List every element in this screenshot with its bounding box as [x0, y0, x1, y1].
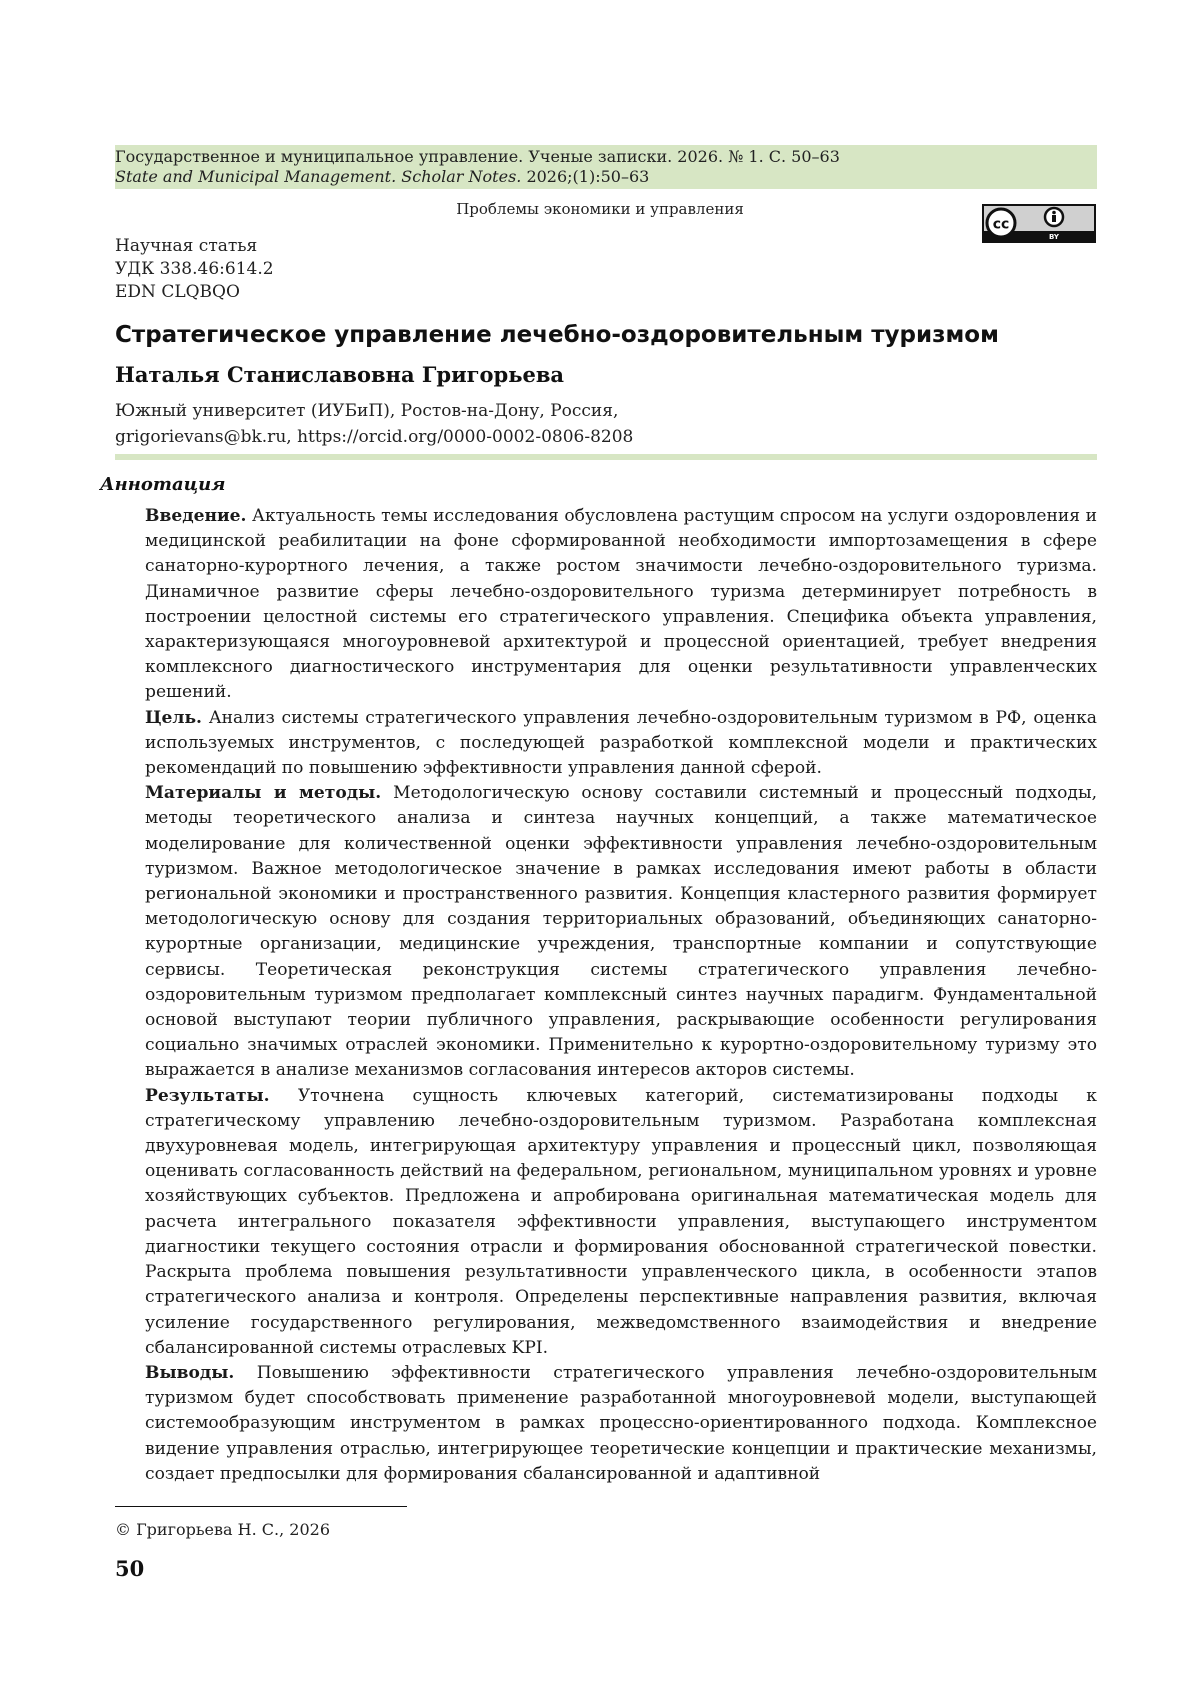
author-affiliation-block	[115, 398, 633, 450]
article-meta	[115, 235, 274, 304]
copyright-footnote: © Григорьева Н. С., 2026	[115, 1520, 330, 1539]
journal-citation-en	[115, 167, 1097, 187]
abstract-text: Повышению эффективности стратегического управления лечебно-оздоровительным туризмом будет способствовать применение разработанной многоуровневой модели, выступающей системообразующим инструментом в рамках процессно-ориентированного подхода. Комплексное видение управления отраслью, интегрирующее теоретические концепции и практические механизмы, создает предпосылки для формирования сбалансированной и адаптивной	[145, 1362, 1097, 1484]
article-type: Научная статья	[115, 236, 258, 256]
abstract-label: Цель.	[145, 707, 202, 728]
journal-citation-ru: Государственное и муниципальное управление. Ученые записки. 2026. № 1. С. 50–63	[115, 147, 840, 166]
journal-citation-bar	[115, 145, 1097, 189]
abstract-paragraph-results	[145, 1084, 1097, 1361]
abstract-paragraph-conclusions	[145, 1361, 1097, 1487]
abstract-text: Методологическую основу составили системный и процессный подходы, методы теоретического анализа и синтеза научных концепций, а также математическое моделирование для количественной оценки эффективности управления лечебно-оздоровительным туризмом. Важное методологическое значение в рамках исследования имеют работы в области региональной экономики и пространственного развития. Концепция кластерного развития формирует методологическую основу для создания территориальных образований, объединяющих санаторно-курортные организации, медицинские учреждения, транспортные компании и сопутствующие сервисы. Теоретическая реконструкция системы стратегического управления лечебно-оздоровительным туризмом предполагает комплексный синтез научных парадигм. Фундаментальной основой выступают теории публичного управления, раскрывающие особенности регулирования социально значимых отраслей экономики. Применительно к курортно-оздоровительному туризму это выражается в анализе механизмов согласования интересов акторов системы.	[145, 783, 1097, 1081]
cc-by-logo-icon	[984, 206, 1094, 241]
abstract-label: Результаты.	[145, 1085, 270, 1106]
abstract-heading: Аннотация	[100, 474, 226, 495]
udc-code: УДК 338.46:614.2	[115, 259, 274, 279]
footnote-divider	[115, 1506, 407, 1507]
abstract-text: Уточнена сущность ключевых категорий, систематизированы подходы к стратегическому управлению лечебно-оздоровительным туризмом. Разработана комплексная двухуровневая модель, интегрирующая архитектуру управления и процессный цикл, позволяющая оценивать согласованность действий на федеральном, региональном, муниципальном уровнях и уровне хозяйствующих субъектов. Предложена и апробирована оригинальная математическая модель для расчета интегрального показателя эффективности управления, выступающего инструментом диагностики текущего состояния отрасли и формирования обоснованной стратегической повестки. Раскрыта проблема повышения результативности управленческого цикла, в особенности этапов стратегического анализа и контроля. Определены перспективные направления развития, включая усиление государственного регулирования, межведомственного взаимодействия и внедрение сбалансированной системы отраслевых KPI.	[145, 1085, 1097, 1358]
article-title: Стратегическое управление лечебно-оздоровительным туризмом	[115, 322, 999, 348]
svg-text:cc: cc	[992, 216, 1010, 233]
abstract-paragraph-methods	[145, 781, 1097, 1083]
svg-text:BY: BY	[1048, 233, 1060, 241]
abstract-paragraph-introduction	[145, 504, 1097, 706]
abstract-body	[145, 504, 1097, 1487]
author-contacts: grigorievans@bk.ru, https://orcid.org/0000-0002-0806-8208	[115, 427, 634, 447]
journal-issue-en: 2026;(1):50–63	[521, 167, 650, 186]
header-divider	[115, 454, 1097, 460]
abstract-text: Актуальность темы исследования обусловлена растущим спросом на услуги оздоровления и медицинской реабилитации на фоне сформированной необходимости импортозамещения в сфере санаторно-курортного лечения, а также ростом значимости лечебно-оздоровительного туризма. Динамичное развитие сферы лечебно-оздоровительного туризма детерминирует потребность в построении целостной системы его стратегического управления. Специфика объекта управления, характеризующаяся многоуровневой архитектурой и процессной ориентацией, требует внедрения комплексного диагностического инструментария для оценки результативности управленческих решений.	[145, 506, 1097, 703]
abstract-paragraph-goal	[145, 706, 1097, 782]
author-affiliation: Южный университет (ИУБиП), Ростов-на-Дону, Россия,	[115, 401, 619, 421]
journal-title-en: State and Municipal Management. Scholar Notes.	[115, 167, 522, 186]
abstract-label: Материалы и методы.	[145, 783, 382, 804]
journal-section-label: Проблемы экономики и управления	[456, 200, 744, 218]
page-number: 50	[115, 1556, 145, 1581]
abstract-label: Выводы.	[145, 1362, 235, 1383]
abstract-text: Анализ системы стратегического управления лечебно-оздоровительным туризмом в РФ, оценка используемых инструментов, с последующей разработкой комплексной модели и практических рекомендаций по повышению эффективности управления данной сферой.	[145, 707, 1097, 779]
edn-code: EDN CLQBQO	[115, 282, 240, 302]
cc-by-license-badge	[982, 204, 1096, 243]
abstract-label: Введение.	[145, 506, 247, 526]
author-name: Наталья Станиславовна Григорьева	[115, 362, 565, 387]
